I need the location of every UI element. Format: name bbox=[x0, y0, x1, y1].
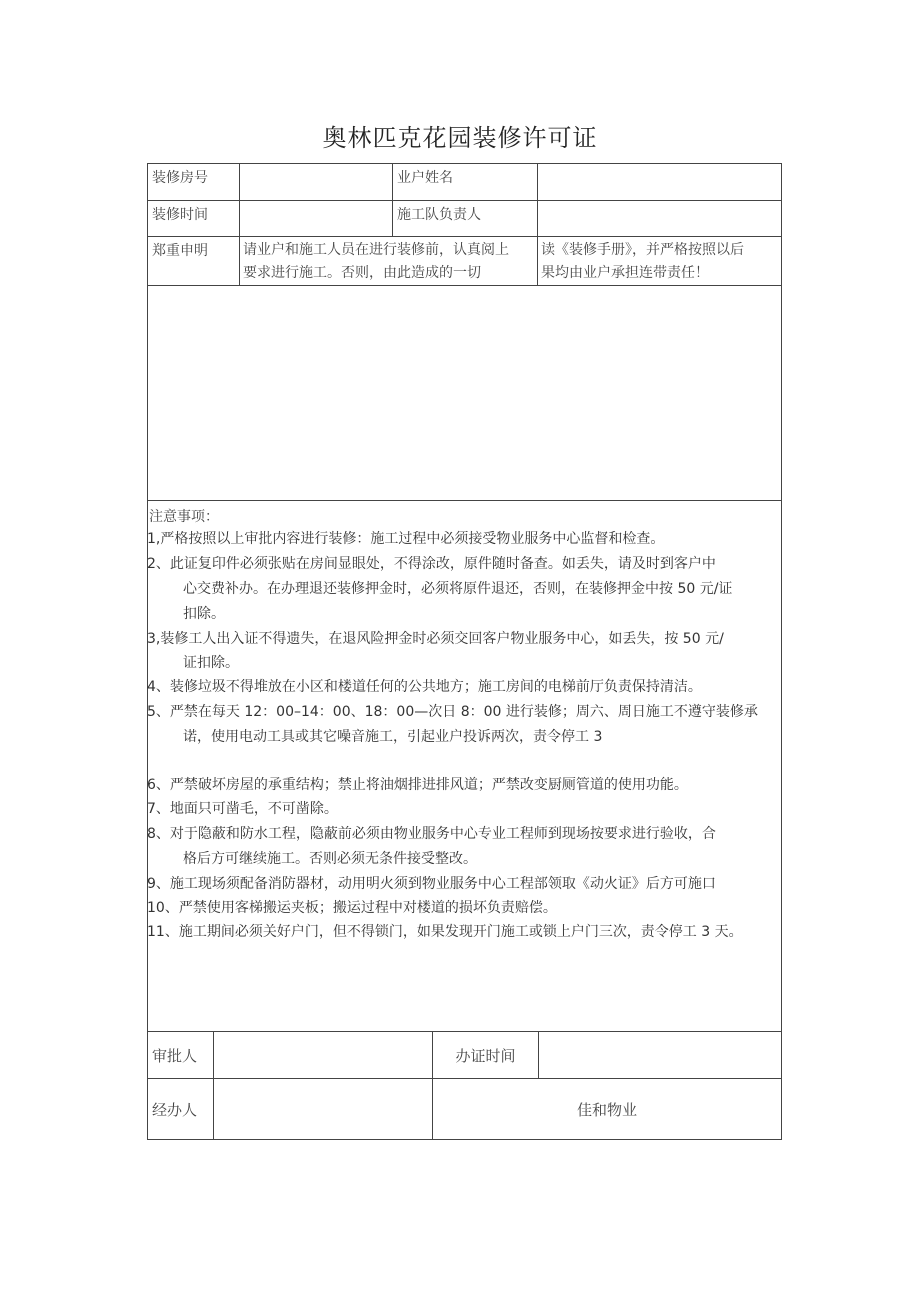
note-continuation: 心交费补办。在办理退还装修押金时，必须将原件退还，否则，在装修押金中按 50 元/证 bbox=[183, 581, 733, 597]
declaration-line: 读《装修手册》，并严格按照以后 bbox=[541, 242, 744, 258]
note-continuation: 格后方可继续施工。否则必须无条件接受整改。 bbox=[183, 851, 477, 867]
note-item: 7、地面只可凿毛，不可凿除。 bbox=[147, 801, 338, 817]
handler-field[interactable] bbox=[213, 1078, 433, 1140]
document-title: 奥林匹克花园装修许可证 bbox=[322, 124, 598, 152]
declaration-text-part1 bbox=[239, 236, 538, 286]
note-item: 10、严禁使用客梯搬运夹板；搬运过程中对楼道的损坏负责赔偿。 bbox=[147, 900, 557, 916]
crew-label: 施工队负责人 bbox=[392, 200, 538, 237]
note-item: 4、装修垃圾不得堆放在小区和楼道任何的公共地方；施工房间的电梯前厅负责保持清洁。 bbox=[147, 679, 702, 695]
approver-field[interactable] bbox=[213, 1031, 433, 1079]
issue-date-label: 办证时间 bbox=[432, 1031, 539, 1079]
time-label: 装修时间 bbox=[147, 200, 240, 237]
note-item: 5、严禁在每天 12：00–14：00、18：00—次日 8：00 进行装修；周六、周日施工不遵守装修承 bbox=[147, 704, 758, 720]
declaration-label: 郑重申明 bbox=[147, 236, 240, 286]
note-item: 8、对于隐蔽和防水工程，隐蔽前必须由物业服务中心专业工程师到现场按要求进行验收，合 bbox=[147, 826, 716, 842]
room-label: 装修房号 bbox=[147, 163, 240, 201]
note-item: 11、施工期间必须关好户门，但不得锁门，如果发现开门施工或锁上户门三次，责令停工 3 天。 bbox=[147, 924, 743, 940]
note-continuation: 诺，使用电动工具或其它噪音施工，引起业户投诉两次，责令停工 3 bbox=[183, 729, 603, 745]
declaration-line: 请业户和施工人员在进行装修前，认真阅上 bbox=[243, 242, 509, 258]
owner-field[interactable] bbox=[537, 163, 782, 201]
declaration-line: 果均由业户承担连带责任！ bbox=[541, 265, 709, 281]
room-field[interactable] bbox=[239, 163, 393, 201]
note-item: 1,严格按照以上审批内容进行装修：施工过程中必须接受物业服务中心监督和检查。 bbox=[147, 531, 665, 547]
note-continuation: 扣除。 bbox=[183, 606, 225, 622]
note-item: 3,装修工人出入证不得遗失，在退风险押金时必须交回客户物业服务中心，如丢失，按 50 元/ bbox=[147, 631, 724, 647]
notes-title: 注意事项： bbox=[149, 509, 219, 525]
note-continuation: 证扣除。 bbox=[183, 655, 239, 671]
declaration-text-part2 bbox=[537, 236, 782, 286]
declaration-line: 要求进行施工。否则，由此造成的一切 bbox=[243, 265, 481, 281]
crew-field[interactable] bbox=[537, 200, 782, 237]
note-item: 9、施工现场须配备消防器材，动用明火须到物业服务中心工程部领取《动火证》后方可施口 bbox=[147, 876, 716, 892]
handler-label: 经办人 bbox=[147, 1078, 214, 1140]
note-item: 2、此证复印件必须张贴在房间显眼处，不得涂改，原件随时备查。如丢失，请及时到客户中 bbox=[147, 556, 716, 572]
time-field[interactable] bbox=[239, 200, 393, 237]
issue-date-field[interactable] bbox=[538, 1031, 782, 1079]
blank-area bbox=[147, 285, 782, 501]
owner-label: 业户姓名 bbox=[392, 163, 538, 201]
approver-label: 审批人 bbox=[147, 1031, 214, 1079]
company-name: 佳和物业 bbox=[432, 1078, 782, 1140]
note-item: 6、严禁破坏房屋的承重结构；禁止将油烟排进排风道；严禁改变厨厕管道的使用功能。 bbox=[147, 777, 688, 793]
